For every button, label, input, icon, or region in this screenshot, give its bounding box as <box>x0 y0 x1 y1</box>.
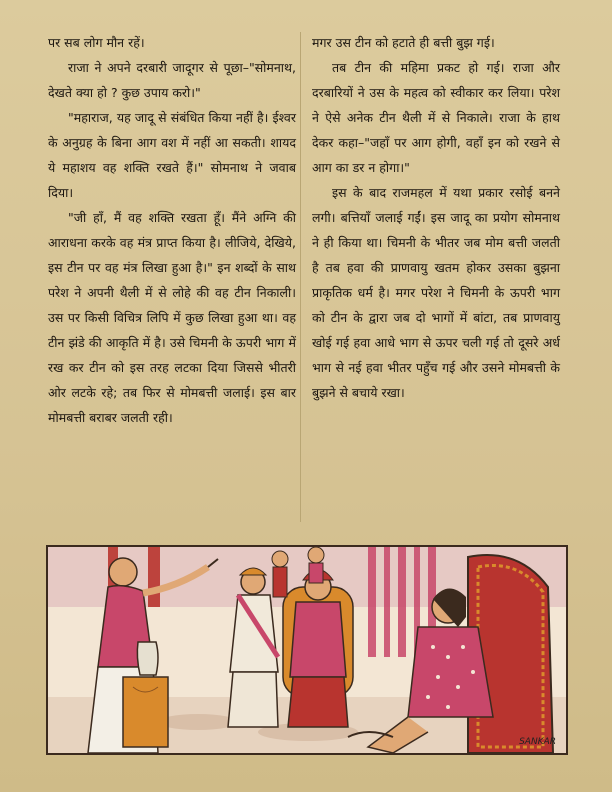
paragraph: मगर उस टीन को हटाते ही बत्ती बुझ गई। <box>312 35 495 50</box>
column-divider <box>300 32 301 522</box>
paragraph: तब टीन की महिमा प्रकट हो गई। राजा और दरबारियों ने उस के महत्व को स्वीकार कर लिया। परेश ने ऐसे अनेक टीन थैली में से निकाले। राजा के हाथ देकर कहा–"जहाँ पर आग होगी, वहाँ इन को रखने से आग का डर न होगा।" <box>312 60 560 175</box>
right-text-column <box>312 30 560 405</box>
illustration-art <box>48 547 566 753</box>
paragraph: "जी हाँ, मैं वह शक्ति रखता हूँ। मैंने अग्नि की आराधना करके वह मंत्र प्राप्त किया है। लीजिये, देखिये, इस टीन पर वह मंत्र लिखा हुआ है।" इन शब्दों के साथ परेश ने अपनी थैली में से लोहे की वह टीन निकाली। उस पर किसी विचित्र लिपि में कुछ लिखा हुआ था। वह टीन झंडे की आकृति में है। उसे चिमनी के ऊपरी भाग में रख कर टीन को इस तरह लटका दिया जिससे भीतरी ओर लटके रहे; तब फिर से मोमबत्ती जलाई। इस बार मोमबत्ती बराबर जलती रही। <box>48 210 296 425</box>
paragraph: राजा ने अपने दरबारी जादूगर से पूछा–"सोमनाथ, देखते क्या हो ? कुछ उपाय करो।" <box>48 60 296 100</box>
seated-king-figure <box>283 570 353 728</box>
left-text-column <box>48 30 296 430</box>
court-illustration <box>46 545 568 755</box>
paragraph: इस के बाद राजमहल में यथा प्रकार रसोई बनने लगी। बत्तियाँ जलाई गईं। इस जादू का प्रयोग सोमनाथ ने ही किया था। चिमनी के भीतर जब मोम बत्ती जलती है तब हवा की प्राणवायु खतम होकर उसका बुझना प्राकृतिक धर्म है। मगर परेश ने चिमनी के ऊपरी भाग को टीन के द्वारा जब दो भागों में बांटा, तब प्राणवायु खोई गई हवा आधे भाग से ऊपर चली गई तो दूसरे अर्ध भाग से नई हवा भीतर पहुँच गई और उसने मोमबत्ती के बुझने से बचाये रखा। <box>312 185 560 400</box>
paragraph: "महाराज, यह जादू से संबंधित किया नहीं है। ईश्वर के अनुग्रह के बिना आग वश में नहीं आ सकती। शायद ये महाशय वह शक्ति रखते हैं।" सोमनाथ ने जवाब दिया। <box>48 110 296 200</box>
artist-signature: SANKAR <box>519 737 556 747</box>
paragraph: पर सब लोग मौन रहें। <box>48 35 145 50</box>
